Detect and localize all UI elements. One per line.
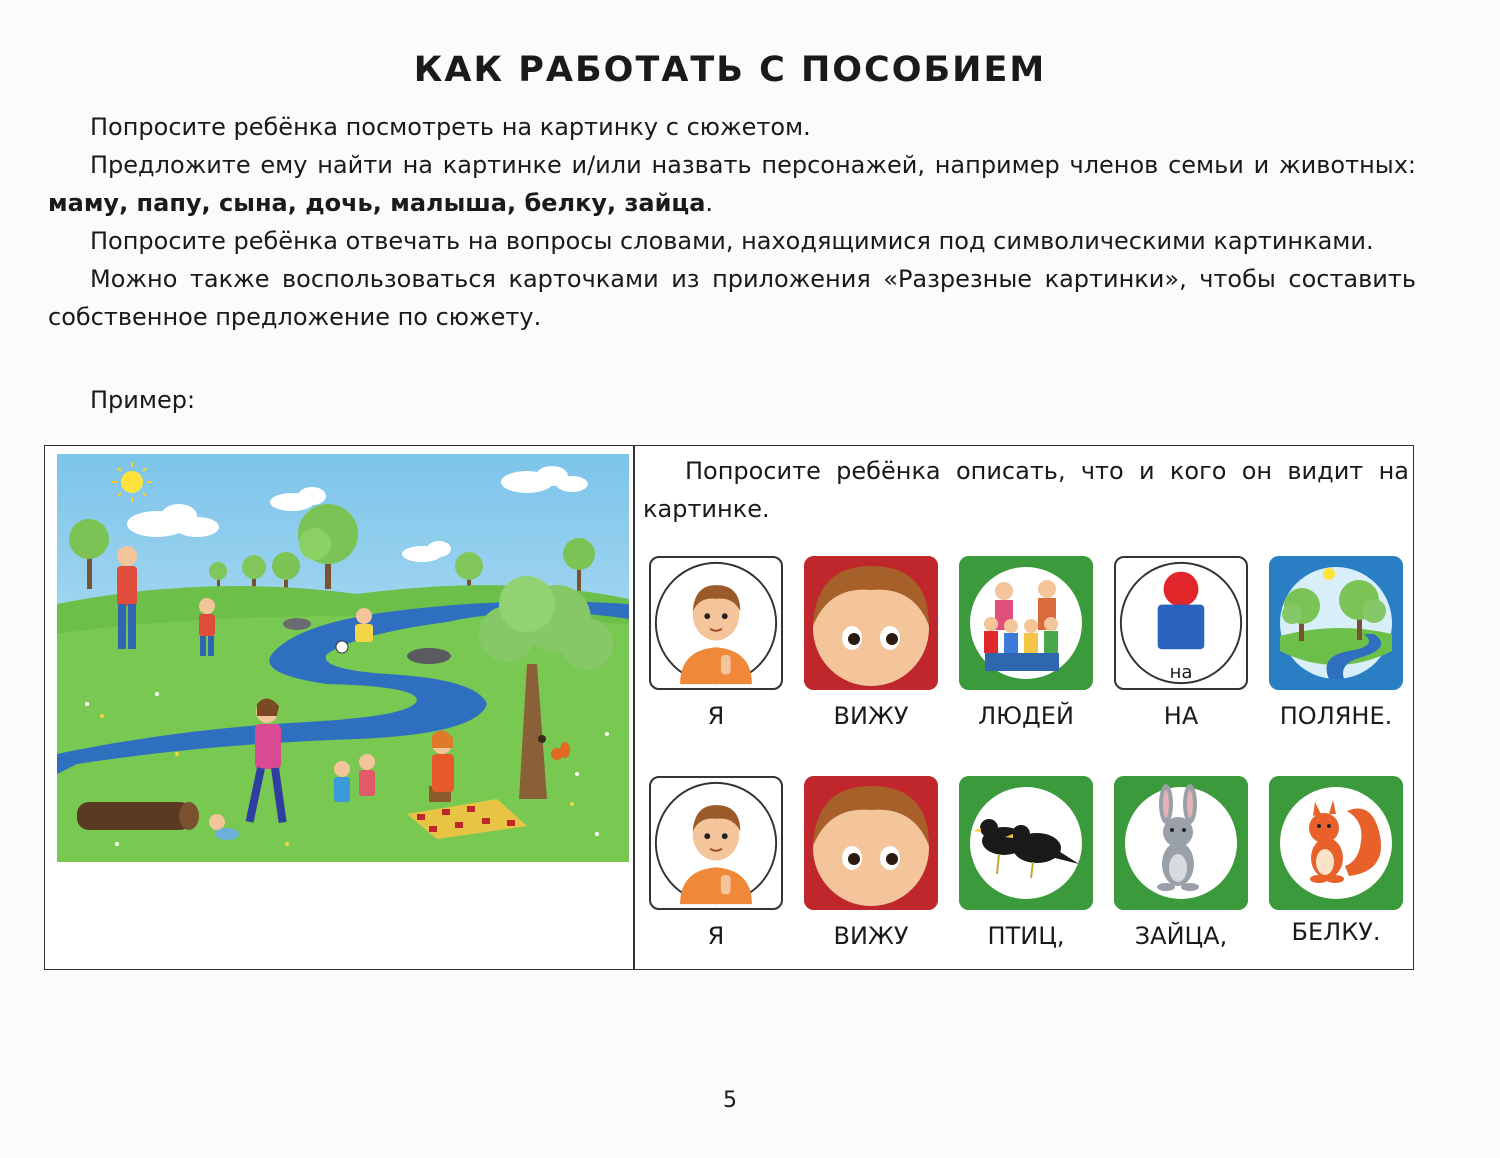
example-box	[44, 445, 1414, 970]
card-me-1	[649, 556, 783, 690]
instructions-text	[48, 108, 1416, 336]
page-number: 5	[723, 1088, 737, 1113]
park-scene-illustration	[57, 454, 629, 862]
card-see-2	[804, 776, 938, 910]
family-members-list: маму, папу, сына, дочь, малыша, белку, зайца	[48, 189, 706, 217]
word-r2-3: ПТИЦ,	[987, 922, 1065, 950]
card-see-1	[804, 556, 938, 690]
card-me-2	[649, 776, 783, 910]
hare-icon	[1114, 776, 1248, 910]
boy-pointing-self-icon	[651, 778, 781, 908]
word-r2-1: Я	[707, 922, 725, 950]
example-label: Пример:	[90, 386, 196, 414]
squirrel-icon	[1269, 776, 1403, 910]
paragraph-3: Попросите ребёнка отвечать на вопросы словами, находящимися под символическими картинками.	[90, 227, 1374, 255]
word-r1-4: НА	[1163, 702, 1199, 730]
word-r2-4: ЗАЙЦА,	[1134, 922, 1228, 950]
instruction-text: Попросите ребёнка описать, что и кого он видит на картинке.	[643, 457, 1409, 523]
word-r2-2: ВИЖУ	[833, 922, 909, 950]
grandmother-figure	[432, 730, 454, 792]
word-r1-5: ПОЛЯНЕ.	[1279, 702, 1393, 730]
word-r2-5: БЕЛКУ.	[1291, 918, 1381, 946]
card-people	[959, 556, 1093, 690]
card-hare	[1114, 776, 1248, 910]
paragraph-4: Можно также воспользоваться карточками из приложения «Разрезные картинки», чтобы составить собственное предложение по сюжету.	[48, 265, 1416, 331]
card-birds	[959, 776, 1093, 910]
paragraph-1: Попросите ребёнка посмотреть на картинку с сюжетом.	[90, 113, 811, 141]
card-meadow	[1269, 556, 1403, 690]
page-title: КАК РАБОТАТЬ С ПОСОБИЕМ	[413, 50, 1047, 90]
word-r1-2: ВИЖУ	[833, 702, 909, 730]
boy-eyes-icon	[804, 776, 938, 910]
log	[77, 802, 199, 830]
boy-eyes-icon	[804, 556, 938, 690]
card-squirrel	[1269, 776, 1403, 910]
preposition-caption: на	[1169, 662, 1193, 683]
boy-pointing-self-icon	[651, 558, 781, 688]
meadow-icon	[1269, 556, 1403, 690]
people-group-icon	[959, 556, 1093, 690]
birds-icon	[959, 776, 1093, 910]
word-r1-3: ЛЮДЕЙ	[978, 702, 1074, 730]
column-divider	[633, 446, 635, 969]
word-r1-1: Я	[707, 702, 725, 730]
paragraph-2: Предложите ему найти на картинке и/или назвать персонажей, например членов семьи и животных: маму, папу, сына, дочь, малыша, белку, зайца.	[48, 151, 1416, 217]
